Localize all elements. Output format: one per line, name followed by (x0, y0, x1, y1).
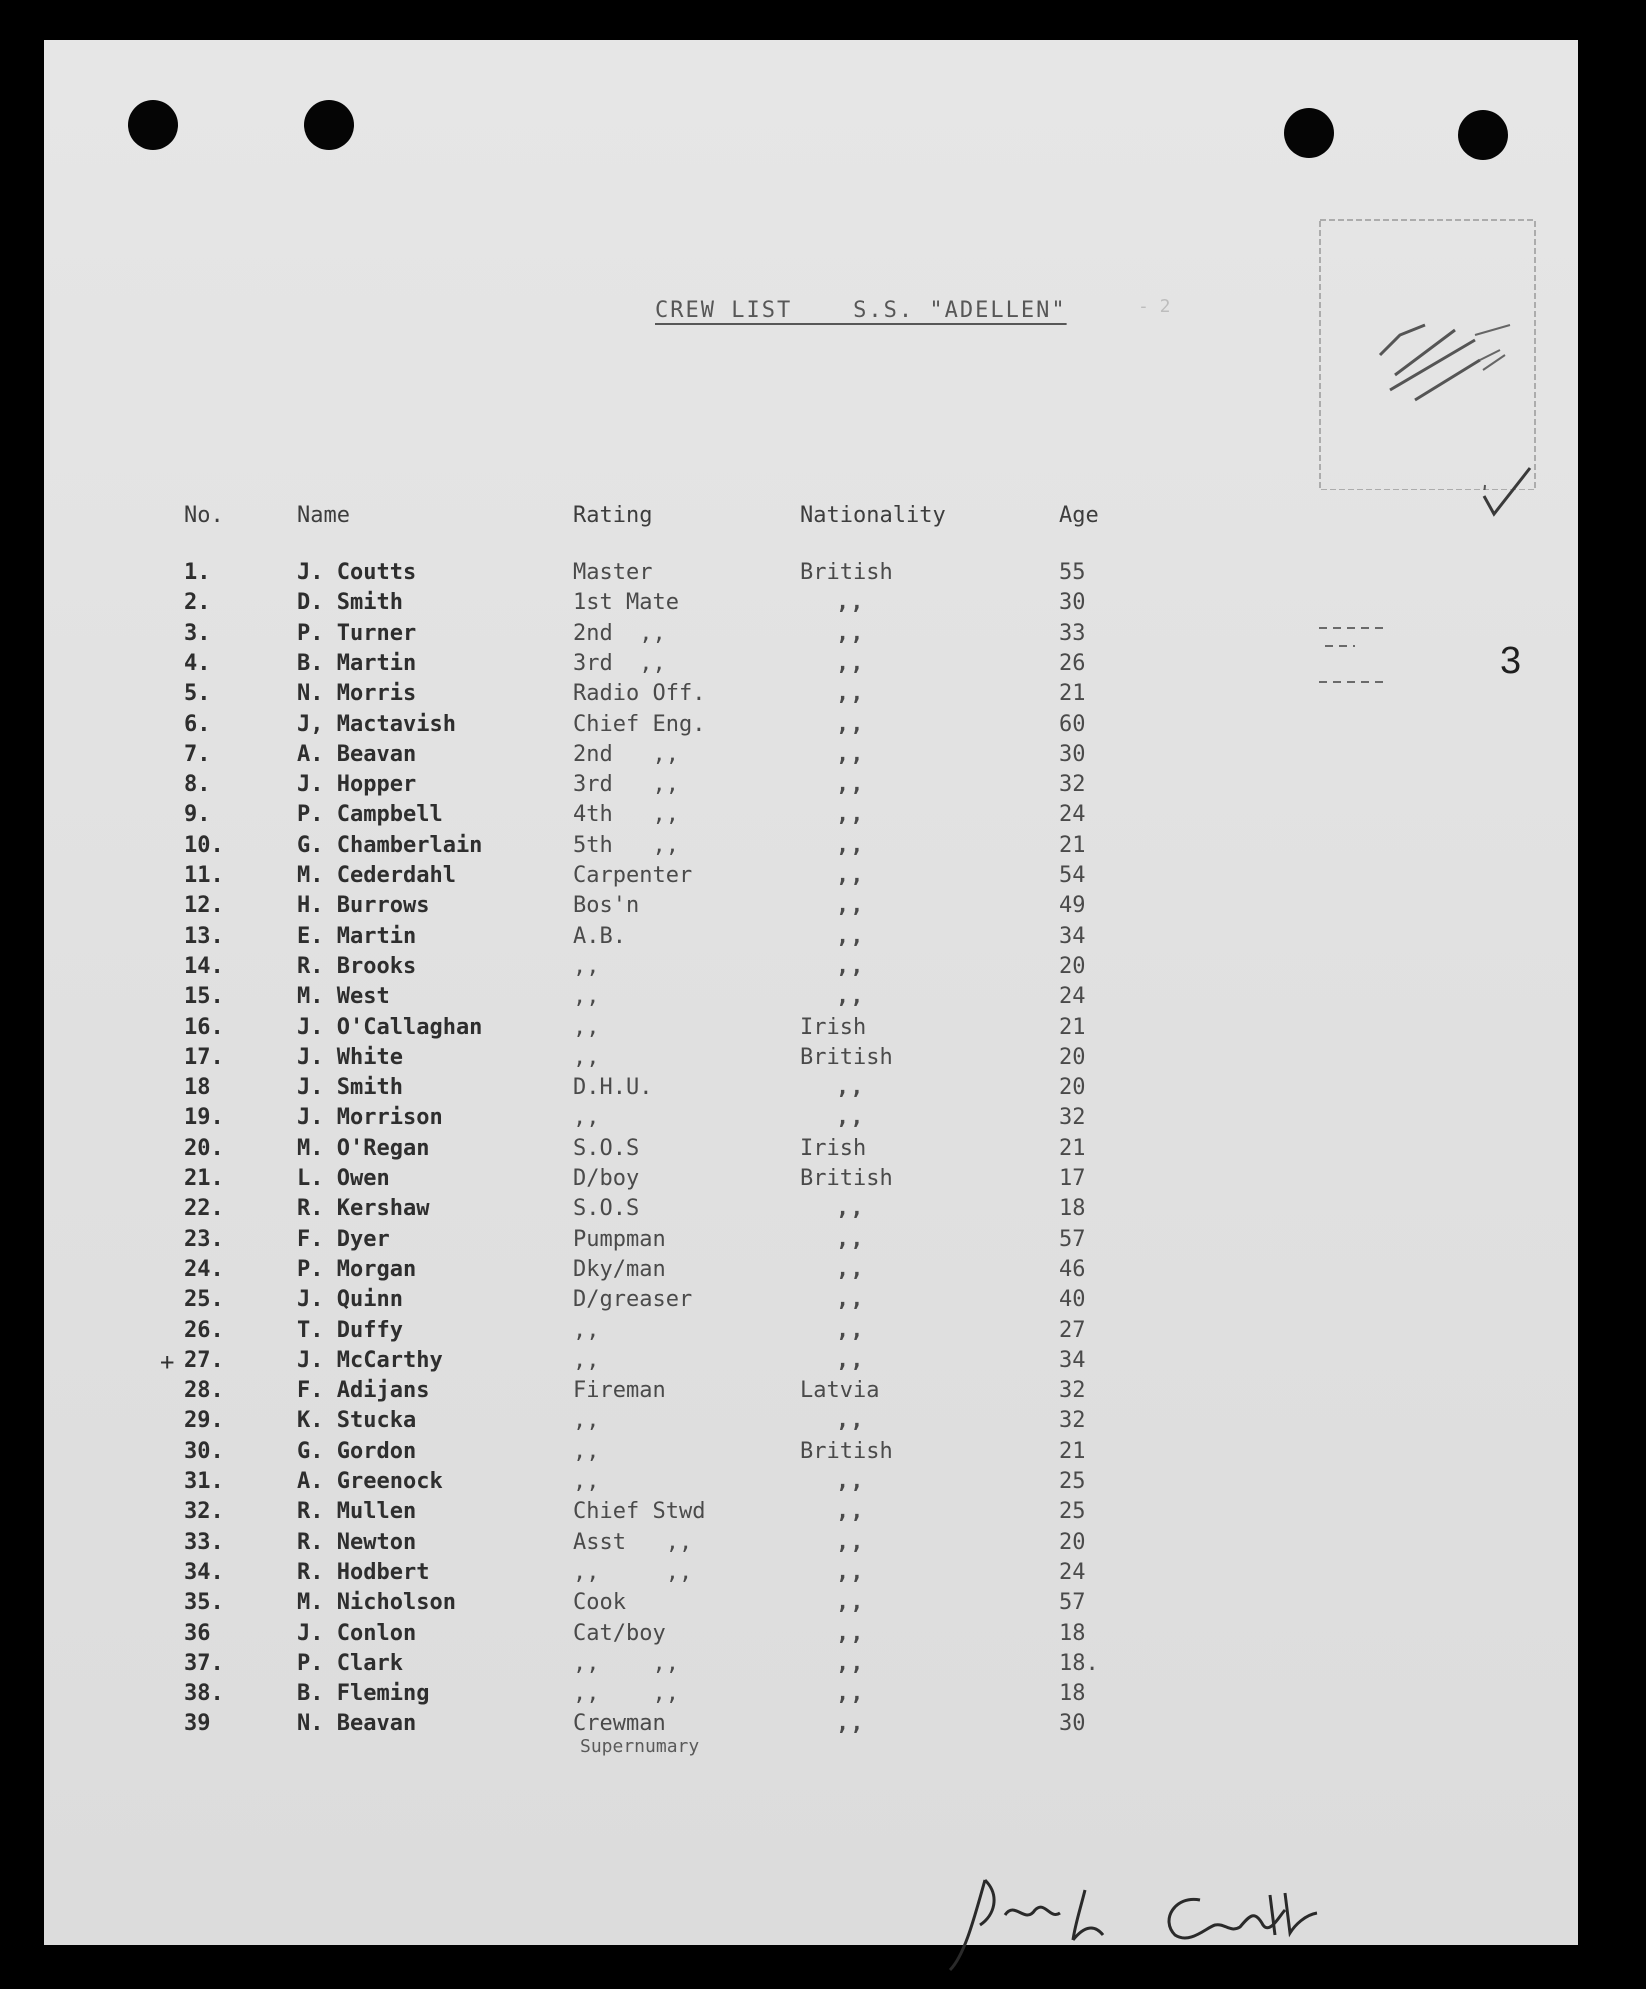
row-nationality: ,, (836, 1711, 865, 1737)
row-no: 22. (184, 1196, 224, 1222)
row-age: 32 (1059, 772, 1086, 798)
table-row (0, 1530, 1200, 1560)
row-rating: Bos'n (573, 893, 640, 919)
row-no: 7. (184, 741, 211, 767)
row-name: R. Brooks (297, 953, 417, 979)
row-rating: Master (573, 560, 653, 585)
row-name: B. Martin (297, 650, 417, 676)
table-row (0, 1621, 1200, 1651)
row-rating: A.B. (573, 923, 626, 949)
row-age: 25 (1059, 1499, 1086, 1525)
row-age: 34 (1059, 1347, 1086, 1373)
row-nationality: Latvia (800, 1378, 880, 1404)
col-no-header: No. (184, 503, 224, 528)
row-no: 2. (184, 590, 211, 616)
row-name: F. Dyer (297, 1226, 390, 1252)
row-no: 16. (184, 1014, 224, 1040)
row-name: G. Chamberlain (297, 832, 483, 858)
table-row (0, 1045, 1200, 1075)
row-nationality: ,, (836, 772, 865, 798)
table-row (0, 1287, 1200, 1317)
row-age: 40 (1059, 1287, 1086, 1313)
row-nationality: ,, (836, 1226, 865, 1252)
row-nationality: ,, (836, 1590, 865, 1616)
row-no: 15. (184, 984, 224, 1010)
row-age: 49 (1059, 893, 1086, 919)
row-no: 6. (184, 711, 211, 737)
table-row (0, 1257, 1200, 1287)
row-nationality: ,, (836, 620, 865, 646)
row-nationality: ,, (836, 802, 865, 828)
row-name: E. Martin (297, 923, 417, 949)
table-header (0, 503, 1200, 533)
row-rating: ,, (573, 953, 600, 979)
row-rating: 3rd ,, (573, 772, 679, 798)
row-name: N. Morris (297, 681, 417, 707)
row-nationality: ,, (836, 1620, 865, 1646)
col-nationality-header: Nationality (800, 503, 946, 528)
row-nationality: British (800, 1438, 893, 1464)
row-rating: S.O.S (573, 1135, 640, 1161)
col-age-header: Age (1059, 503, 1099, 528)
row-age: 46 (1059, 1256, 1086, 1282)
row-nationality: ,, (836, 1287, 865, 1313)
table-row (0, 1560, 1200, 1590)
row-nationality: ,, (836, 893, 865, 919)
row-no: 39 (184, 1711, 211, 1737)
title-suffix: - 2 (1138, 296, 1171, 317)
row-age: 30 (1059, 1711, 1086, 1737)
row-no: 14. (184, 953, 224, 979)
row-no: 20. (184, 1135, 224, 1161)
row-no: 33. (184, 1529, 224, 1555)
row-rating: ,, ,, (573, 1650, 679, 1676)
row-name: L. Owen (297, 1166, 390, 1191)
table-row (0, 893, 1200, 923)
table-row (0, 1499, 1200, 1529)
row-rating: ,, ,, (573, 1681, 679, 1707)
row-age: 60 (1059, 711, 1086, 737)
row-name: J. Conlon (297, 1620, 417, 1646)
row-nationality: ,, (836, 1408, 865, 1434)
table-row (0, 560, 1200, 590)
row-age: 24 (1059, 984, 1086, 1010)
row-no: 17. (184, 1044, 224, 1070)
row-name: A. Greenock (297, 1469, 443, 1494)
row-age: 30 (1059, 590, 1086, 616)
document-title: CREW LIST S.S. "ADELLEN" (655, 298, 1067, 323)
row-name: P. Clark (297, 1650, 403, 1676)
row-rating: D.H.U. (573, 1075, 653, 1101)
row-name: M. West (297, 984, 390, 1010)
row-age: 21 (1059, 1014, 1086, 1040)
row-no: 13. (184, 923, 224, 949)
row-name: J. Coutts (297, 560, 417, 585)
row-name: J. Smith (297, 1075, 403, 1101)
row-age: 57 (1059, 1590, 1086, 1616)
table-row (0, 1408, 1200, 1438)
row-name: M. O'Regan (297, 1135, 430, 1161)
row-nationality: British (800, 1044, 893, 1070)
row-age: 32 (1059, 1408, 1086, 1434)
row-no: 34. (184, 1559, 224, 1585)
row-no: 26. (184, 1317, 224, 1343)
row-no: 1. (184, 560, 211, 585)
punch-hole-3 (1284, 108, 1334, 158)
row-age: 21 (1059, 1438, 1086, 1464)
table-row (0, 681, 1200, 711)
row-no: 36 (184, 1620, 211, 1646)
row-age: 24 (1059, 802, 1086, 828)
row-no: 19. (184, 1105, 224, 1131)
row-no: 12. (184, 893, 224, 919)
row-nationality: ,, (836, 741, 865, 767)
row-nationality: ,, (836, 681, 865, 707)
row-no: 24. (184, 1256, 224, 1282)
row-age: 57 (1059, 1226, 1086, 1252)
row-name: R. Newton (297, 1529, 417, 1555)
row-rating: ,, (573, 1044, 600, 1070)
table-row (0, 742, 1200, 772)
punch-hole-1 (128, 100, 178, 150)
row-nationality: ,, (836, 1196, 865, 1222)
row-nationality: ,, (836, 1317, 865, 1343)
row-name: N. Beavan (297, 1711, 417, 1737)
row-nationality: ,, (836, 923, 865, 949)
row-age: 26 (1059, 650, 1086, 676)
row-rating: ,, (573, 1347, 600, 1373)
row-no: 27. (184, 1347, 224, 1373)
row-age: 18 (1059, 1681, 1086, 1707)
row-nationality: ,, (836, 711, 865, 737)
row-name: P. Turner (297, 620, 417, 646)
row-name: J. Morrison (297, 1105, 443, 1131)
table-row (0, 863, 1200, 893)
row-name: T. Duffy (297, 1317, 403, 1343)
row-no: 25. (184, 1287, 224, 1313)
row-name: J. O'Callaghan (297, 1014, 483, 1040)
table-row (0, 1651, 1200, 1681)
row-name: P. Campbell (297, 802, 443, 828)
row-nationality: ,, (836, 832, 865, 858)
row-nationality: British (800, 560, 893, 585)
row-age: 21 (1059, 681, 1086, 707)
row-age: 20 (1059, 1075, 1086, 1101)
row-rating: ,, (573, 1469, 600, 1494)
page-number: 3 (1500, 640, 1522, 682)
row-no: 21. (184, 1166, 224, 1191)
row-nationality: ,, (836, 1469, 865, 1494)
row-name: H. Burrows (297, 893, 430, 919)
row-rating: S.O.S (573, 1196, 640, 1222)
row-name: R. Hodbert (297, 1559, 430, 1585)
punch-hole-2 (304, 100, 354, 150)
row-age: 32 (1059, 1105, 1086, 1131)
row-age: 20 (1059, 1044, 1086, 1070)
row-no: 30. (184, 1438, 224, 1464)
table-row (0, 590, 1200, 620)
table-row (0, 1227, 1200, 1257)
table-row (0, 1469, 1200, 1499)
row-no: 31. (184, 1469, 224, 1494)
row-age: 17 (1059, 1166, 1086, 1191)
row-rating: 2nd ,, (573, 620, 666, 646)
table-row (0, 1681, 1200, 1711)
table-row (0, 1105, 1200, 1135)
table-row (0, 833, 1200, 863)
row-rating: Dky/man (573, 1256, 666, 1282)
row-age: 30 (1059, 741, 1086, 767)
row-nationality: ,, (836, 1499, 865, 1525)
row-nationality: ,, (836, 953, 865, 979)
row-rating: Chief Eng. (573, 711, 706, 737)
row-no: 9. (184, 802, 211, 828)
row-no: 23. (184, 1226, 224, 1252)
row-nationality: ,, (836, 650, 865, 676)
row-no: 35. (184, 1590, 224, 1616)
row-nationality: ,, (836, 1681, 865, 1707)
dash-marks (1315, 622, 1405, 692)
table-row (0, 802, 1200, 832)
row-name: J. McCarthy (297, 1347, 443, 1373)
row-nationality: ,, (836, 590, 865, 616)
row-name: G. Gordon (297, 1438, 417, 1464)
row-rating: Pumpman (573, 1226, 666, 1252)
row-name: J. Quinn (297, 1287, 403, 1313)
row-nationality: ,, (836, 984, 865, 1010)
col-rating-header: Rating (573, 503, 653, 528)
row-rating: Asst ,, (573, 1529, 693, 1555)
row-rating: Carpenter (573, 863, 693, 888)
table-row (0, 712, 1200, 742)
table-row (0, 924, 1200, 954)
row-nationality: ,, (836, 1075, 865, 1101)
row-age: 21 (1059, 832, 1086, 858)
table-row (0, 1166, 1200, 1196)
row-age: 32 (1059, 1378, 1086, 1404)
row-rating: 4th ,, (573, 802, 679, 828)
table-row (0, 621, 1200, 651)
row-no: 37. (184, 1650, 224, 1676)
row-rating: Chief Stwd (573, 1499, 706, 1525)
row-no: 11. (184, 863, 224, 888)
row-age: 18 (1059, 1620, 1086, 1646)
row-rating: 1st Mate (573, 590, 679, 616)
table-row (0, 1136, 1200, 1166)
row-name: A. Beavan (297, 741, 417, 767)
row-rating: Cook (573, 1590, 626, 1616)
table-row (0, 1075, 1200, 1105)
row-nationality: ,, (836, 1650, 865, 1676)
row-age: 27 (1059, 1317, 1086, 1343)
row-rating: Crewman (573, 1711, 666, 1737)
rating-line2: Supernumary (580, 1736, 700, 1757)
row-rating: ,, ,, (573, 1559, 693, 1585)
row-rating: D/boy (573, 1166, 640, 1191)
row-nationality: ,, (836, 863, 865, 888)
row-age: 24 (1059, 1559, 1086, 1585)
row-nationality: Irish (800, 1014, 867, 1040)
row-no: 5. (184, 681, 211, 707)
row-no: 10. (184, 832, 224, 858)
row-nationality: Irish (800, 1135, 867, 1161)
row-rating: 2nd ,, (573, 741, 679, 767)
table-row (0, 1439, 1200, 1469)
row-age: 18 (1059, 1196, 1086, 1222)
row-age: 18. (1059, 1650, 1099, 1676)
row-age: 25 (1059, 1469, 1086, 1494)
table-row (0, 1590, 1200, 1620)
row-nationality: ,, (836, 1256, 865, 1282)
row-name: D. Smith (297, 590, 403, 616)
row-age: 20 (1059, 953, 1086, 979)
row-name: R. Kershaw (297, 1196, 430, 1222)
row-age: 54 (1059, 863, 1086, 888)
check-mark-icon (1478, 462, 1538, 522)
table-row (0, 1015, 1200, 1045)
row-age: 21 (1059, 1135, 1086, 1161)
row-name: J. White (297, 1044, 403, 1070)
table-row (0, 984, 1200, 1014)
row-rating: ,, (573, 984, 600, 1010)
row-age: 34 (1059, 923, 1086, 949)
row-no: 8. (184, 772, 211, 798)
table-row (0, 1318, 1200, 1348)
row-rating: ,, (573, 1014, 600, 1040)
row-rating: ,, (573, 1317, 600, 1343)
row-nationality: ,, (836, 1347, 865, 1373)
row-nationality: ,, (836, 1529, 865, 1555)
row-age: 20 (1059, 1529, 1086, 1555)
row-nationality: ,, (836, 1559, 865, 1585)
col-name-header: Name (297, 503, 350, 528)
table-row (0, 954, 1200, 984)
row-name: J, Mactavish (297, 711, 456, 737)
margin-mark: + (160, 1348, 175, 1376)
row-no: 18 (184, 1075, 211, 1101)
row-rating: Cat/boy (573, 1620, 666, 1646)
table-row (0, 1378, 1200, 1408)
signature-image (945, 1855, 1355, 1975)
table-row (0, 772, 1200, 802)
row-no: 28. (184, 1378, 224, 1404)
row-name: B. Fleming (297, 1681, 430, 1707)
table-row (0, 1348, 1200, 1378)
row-name: J. Hopper (297, 772, 417, 798)
row-rating: 5th ,, (573, 832, 679, 858)
row-rating: 3rd ,, (573, 650, 666, 676)
row-rating: ,, (573, 1438, 600, 1464)
row-name: R. Mullen (297, 1499, 417, 1525)
row-no: 4. (184, 650, 211, 676)
punch-hole-4 (1458, 110, 1508, 160)
row-rating: Radio Off. (573, 681, 706, 707)
row-rating: ,, (573, 1105, 600, 1131)
row-name: K. Stucka (297, 1408, 417, 1434)
row-rating: D/greaser (573, 1287, 693, 1313)
row-no: 3. (184, 620, 211, 646)
stamp-box (1305, 215, 1552, 490)
row-name: M. Nicholson (297, 1590, 456, 1616)
row-age: 55 (1059, 560, 1086, 585)
row-nationality: ,, (836, 1105, 865, 1131)
row-no: 29. (184, 1408, 224, 1434)
table-row (0, 1196, 1200, 1226)
row-no: 38. (184, 1681, 224, 1707)
row-name: P. Morgan (297, 1256, 417, 1282)
row-name: M. Cederdahl (297, 863, 456, 888)
row-age: 33 (1059, 620, 1086, 646)
row-nationality: British (800, 1166, 893, 1191)
row-rating: ,, (573, 1408, 600, 1434)
row-name: F. Adijans (297, 1378, 430, 1404)
row-rating: Fireman (573, 1378, 666, 1404)
table-row (0, 651, 1200, 681)
row-no: 32. (184, 1499, 224, 1525)
